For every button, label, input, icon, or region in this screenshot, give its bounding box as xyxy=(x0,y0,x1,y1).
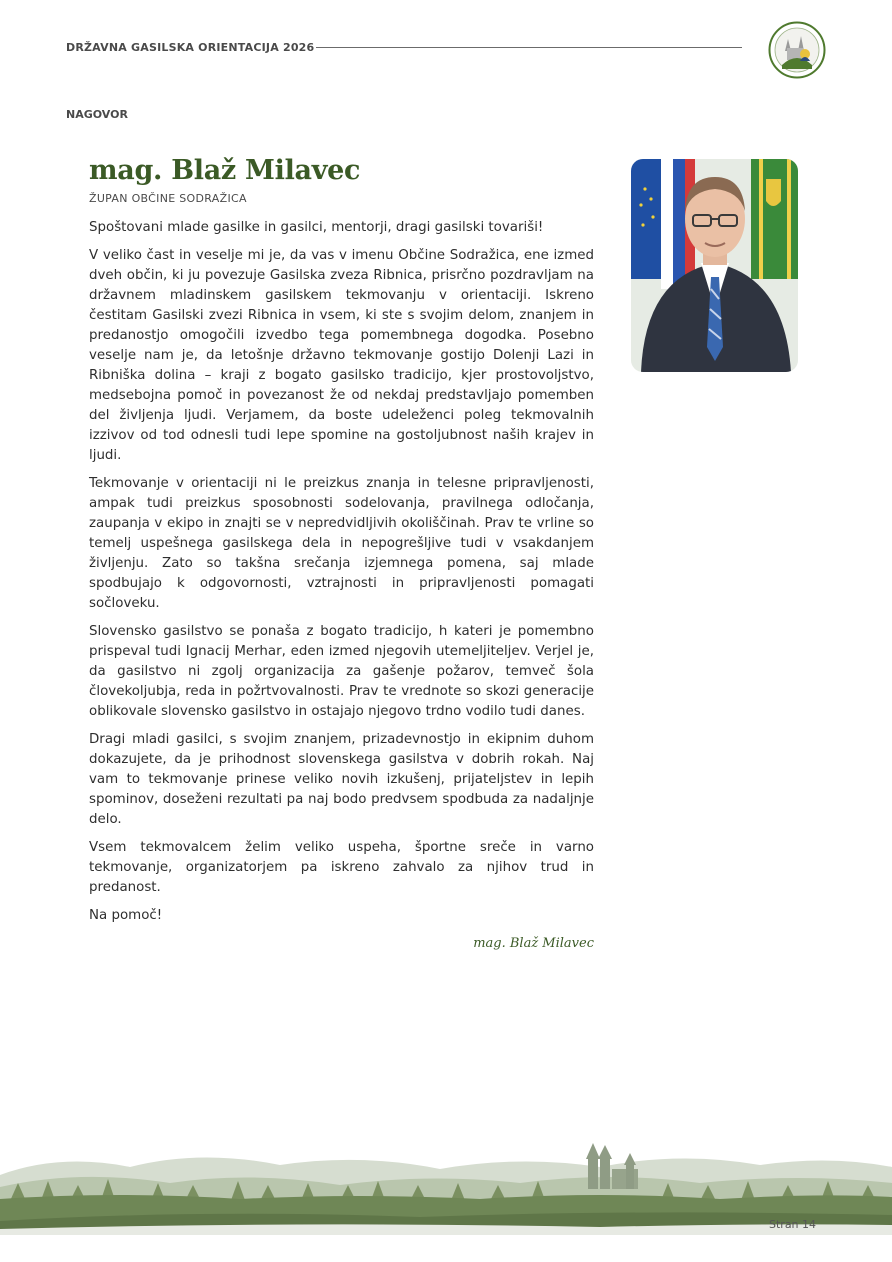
signature: mag. Blaž Milavec xyxy=(473,936,594,951)
header-rule xyxy=(316,47,742,48)
paragraph: Vsem tekmovalcem želim veliko uspeha, športne sreče in varno tekmovanje, organizatorjem pa iskreno zahvalo za njihov trud in predanost. xyxy=(89,840,594,895)
paragraph-greeting: Spoštovani mlade gasilke in gasilci, mentorji, dragi gasilski tovariši! xyxy=(89,220,544,235)
paragraph: Slovensko gasilstvo se ponaša z bogato tradicijo, h kateri je pomembno prispeval tudi Ignacij Merhar, eden izmed njegovih utemeljiteljev. Verjel je, da gasilstvo ni zgolj organizacija za gašenje požarov, temveč šola človekoljubja, reda in požrtvovalnosti. Prav te vrednote so skozi generacije oblikovale slovensko gasilstvo in ostajajo njegovo trdno vodilo tudi danes. xyxy=(89,624,594,719)
paragraph-closing: Na pomoč! xyxy=(89,908,163,923)
letter-body xyxy=(89,218,594,934)
event-logo-icon xyxy=(768,21,826,79)
forest-landscape-illustration xyxy=(0,1125,892,1235)
paragraph: Tekmovanje v orientaciji ni le preizkus znanja in telesne pripravljenosti, ampak tudi preizkus sposobnosti sodelovanja, pravilnega odločanja, zaupanja v ekipo in znajti se v nepredvidljivih okoliščinah. Prav te vrline so temelj uspešnega gasilskega dela in nepogrešljive tudi v vsakdanjem življenju. Zato so takšna srečanja izjemnega pomena, saj mlade spodbujajo k odgovornosti, vztrajnosti in pripravljenosti pomagati sočloveku. xyxy=(89,476,594,611)
portrait-photo xyxy=(631,159,798,372)
paragraph: Dragi mladi gasilci, s svojim znanjem, prizadevnostjo in ekipnim duhom dokazujete, da je prihodnost slovenskega gasilstva v dobrih rokah. Naj vam to tekmovanje prinese veliko novih izkušenj, prijateljstev in lepih spominov, doseženi rezultati pa naj bodo predvsem spodbuda za nadaljnje delo. xyxy=(89,732,594,827)
author-role: ŽUPAN OBČINE SODRAŽICA xyxy=(89,192,247,205)
section-label: NAGOVOR xyxy=(66,108,128,121)
author-name: mag. Blaž Milavec xyxy=(89,155,361,186)
page-number: Stran 14 xyxy=(769,1218,817,1231)
paragraph: V veliko čast in veselje mi je, da vas v imenu Občine Sodražica, ene izmed dveh občin, ki ju povezuje Gasilska zveza Ribnica, prisrčno pozdravljam na državnem mladinskem gasilskem tekmovanju v orientaciji. Iskreno čestitam Gasilski zvezi Ribnica in vsem, ki ste s svojim delom, znanjem in predanostjo omogočili izvedbo tega pomembnega dogodka. Posebno veselje nam je, da letošnje državno tekmovanje gostijo Dolenji Lazi in Ribniška dolina – kraji z bogato gasilsko tradicijo, kjer prostovoljstvo, medsebojna pomoč in povezanost že od nekdaj predstavljajo pomemben del življenja ljudi. Verjamem, da boste udeleženci poleg tekmovalnih izzivov od tod odnesli tudi lepe spomine na gostoljubnost naših krajev in ljudi. xyxy=(89,248,594,463)
header-title: DRŽAVNA GASILSKA ORIENTACIJA 2026 xyxy=(66,41,315,54)
